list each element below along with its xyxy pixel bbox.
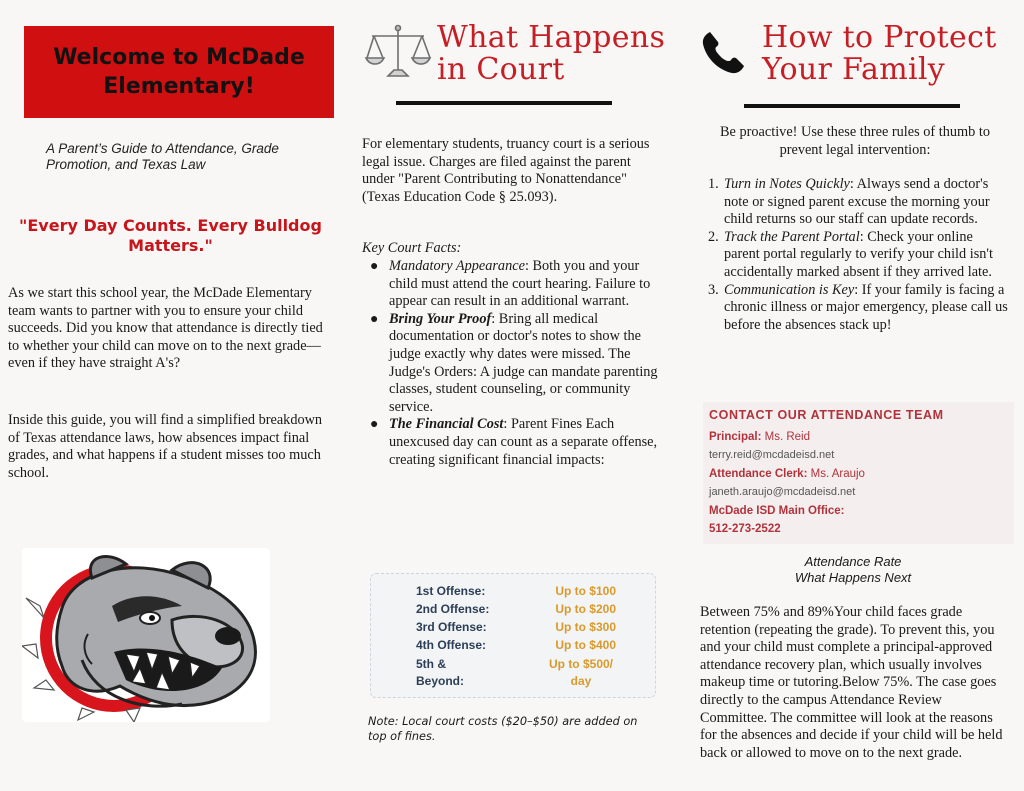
table-row	[416, 637, 616, 654]
table-row	[416, 601, 616, 618]
rule-lead: Track the Parent Portal	[724, 228, 860, 245]
fine-offense: 4th Offense:	[416, 638, 487, 652]
clerk-name: Ms. Araujo	[810, 468, 865, 480]
rule-text: : Always send a doctor's note or signed parent excuse the morning your child returns so our staff can update records.	[724, 176, 990, 228]
rule-lead: Communication is Key	[724, 281, 855, 298]
attendance-rate-heading	[700, 554, 1006, 586]
intro-paragraph-1: As we start this school year, the McDade Elementary team wants to partner with you to ensure your child succeeds. Did you know that attendance is directly tied to whether your child can move on to the next grade—even if they have straight A's?	[8, 285, 323, 372]
principal-name: Ms. Reid	[764, 431, 810, 443]
slogan: "Every Day Counts. Every Bulldog Matters."	[19, 216, 322, 255]
scales-of-justice-icon	[364, 22, 432, 80]
rate-heading-line-1: Attendance Rate	[804, 554, 902, 569]
contact-heading: CONTACT OUR ATTENDANCE TEAM	[709, 408, 944, 422]
court-intro-paragraph: For elementary students, truancy court is a serious legal issue. Charges are filed against the parent under "Parent Contributing to Nonattendance" (Texas Education Code § 25.093).	[362, 136, 650, 205]
clerk-line	[709, 468, 865, 480]
fact-text: : Bring all medical documentation or doctor's notes to show the judge exactly why dates were missed. The Judge's Orders: A judge can mandate parenting classes, student counseling, or community service.	[389, 310, 658, 415]
rule-text: : Check your online parent portal regularly to verify your child isn't accidentally marked absent if they arrived late.	[724, 228, 993, 280]
clerk-label: Attendance Clerk:	[709, 468, 808, 480]
fine-amount: Up to $200	[555, 602, 616, 616]
list-item: ● Mandatory Appearance: Both you and your child must attend the court hearing. Failure to appear can result in an additional warrant.	[370, 258, 651, 310]
table-row	[416, 619, 616, 636]
principal-label: Principal:	[709, 431, 762, 443]
rules-of-thumb-list	[700, 176, 1012, 334]
key-court-facts-label: Key Court Facts:	[362, 240, 462, 256]
fine-offense: 2nd Offense:	[416, 602, 490, 616]
clerk-email[interactable]: janeth.araujo@mcdadeisd.net	[709, 486, 856, 498]
rate-heading-line-2: What Happens Next	[794, 570, 912, 585]
court-title-divider	[396, 101, 612, 105]
phone-icon	[700, 28, 748, 76]
protect-title-divider	[744, 104, 960, 108]
office-phone[interactable]: 512-273-2522	[709, 523, 781, 535]
fine-amount: Up to $500/ day	[548, 657, 614, 688]
court-facts-list	[362, 258, 662, 469]
list-item: 3. Communication is Key: If your family is facing a chronic illness or major emergency, please call us before the absences stack up!	[708, 281, 1008, 333]
fine-offense: 5th & Beyond:	[416, 657, 464, 688]
table-row	[416, 583, 616, 600]
bulldog-mascot-icon	[22, 548, 270, 722]
protect-section-title: How to Protect Your Family	[762, 20, 997, 87]
rule-lead: Turn in Notes Quickly	[724, 176, 850, 192]
attendance-contact-card	[703, 402, 1014, 544]
principal-email[interactable]: terry.reid@mcdadeisd.net	[709, 449, 835, 461]
principal-line	[709, 431, 810, 443]
fact-lead: Mandatory Appearance	[389, 258, 525, 274]
list-item: 1. Turn in Notes Quickly: Always send a doctor's note or signed parent excuse the morning your child returns so our staff can update records.	[708, 176, 990, 228]
table-row	[416, 656, 616, 690]
fine-amount: Up to $300	[555, 620, 616, 634]
fact-lead: The Financial Cost	[389, 416, 504, 433]
office-label: McDade ISD Main Office:	[709, 505, 845, 517]
fine-amount: Up to $100	[555, 584, 616, 598]
fact-lead: Bring Your Proof	[389, 310, 492, 327]
court-costs-note: Note: Local court costs ($20–$50) are added on top of fines.	[368, 715, 638, 743]
fact-text: : Parent Fines Each unexcused day can count as a separate offense, creating significant financial impacts:	[389, 416, 658, 468]
guide-subtitle: A Parent’s Guide to Attendance, Grade Promotion, and Texas Law	[46, 141, 279, 172]
court-section-title: What Happens in Court	[437, 20, 666, 87]
proactive-intro: Be proactive! Use these three rules of thumb to prevent legal intervention:	[720, 124, 990, 158]
fine-amount: Up to $400	[555, 638, 616, 652]
list-item: ● The Financial Cost: Parent Fines Each unexcused day can count as a separate offense, creating significant financial impacts:	[370, 416, 658, 468]
rule-text: : If your family is facing a chronic illness or major emergency, please call us before the absences stack up!	[724, 281, 1008, 333]
fine-offense: 1st Offense:	[416, 584, 486, 598]
intro-paragraph-2: Inside this guide, you will find a simplified breakdown of Texas attendance laws, how absences impact final grades, and what happens if a student misses too much school.	[8, 412, 323, 481]
welcome-banner	[24, 26, 334, 118]
fact-text: : Both you and your child must attend the court hearing. Failure to appear can result in an additional warrant.	[389, 258, 651, 310]
fines-table	[370, 573, 656, 698]
fine-offense: 3rd Offense:	[416, 620, 487, 634]
attendance-rate-paragraph: Between 75% and 89%Your child faces grade retention (repeating the grade). To prevent this, you and your child must complete a principal-approved attendance recovery plan, which usually involves makeup time or tutoring.Below 75%. The case goes directly to the campus Attendance Review Committee. The committee will look at the reasons for the absences and decide if your child will be held back or allowed to move on to the next grade.	[700, 604, 1003, 761]
banner-title: Welcome to McDade Elementary!	[53, 45, 305, 99]
list-item: 2. Track the Parent Portal: Check your online parent portal regularly to verify your child isn't accidentally marked absent if they arrived late.	[708, 228, 993, 280]
list-item: ● Bring Your Proof: Bring all medical documentation or doctor's notes to show the judge exactly why dates were missed. The Judge's Orders: A judge can mandate parenting classes, student counseling, or community service.	[370, 310, 658, 415]
